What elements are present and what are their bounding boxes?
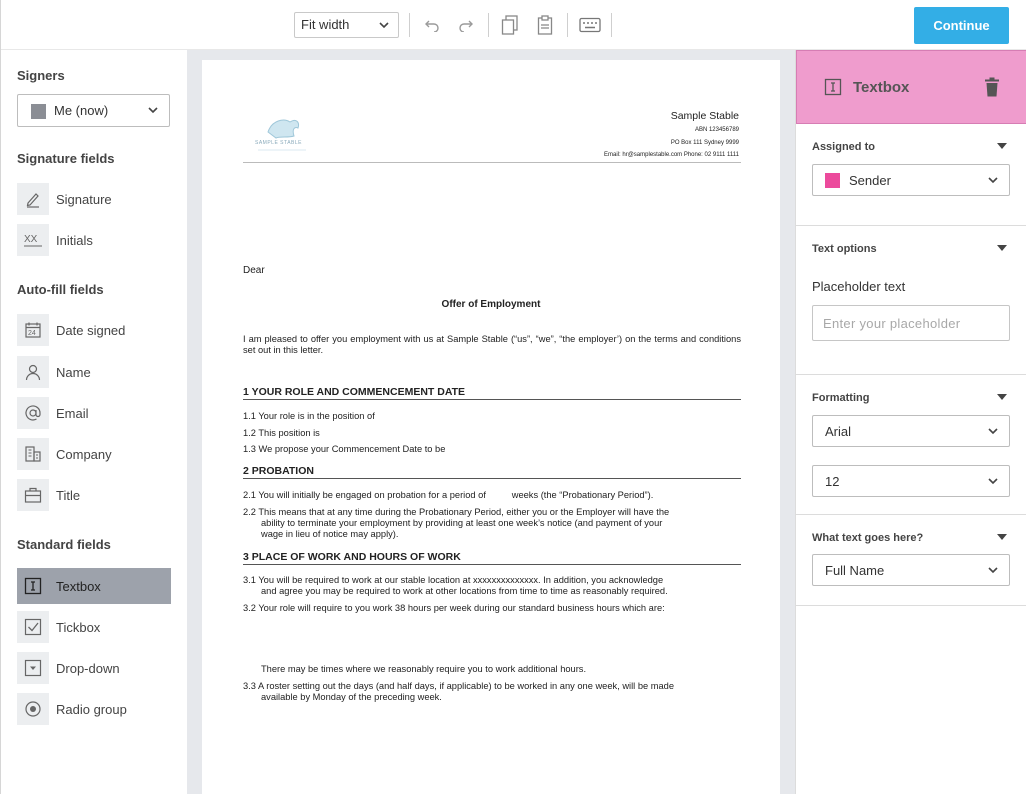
signer-value: Me (now) <box>54 103 109 118</box>
field-label: Email <box>56 405 89 421</box>
clause-2-2-line3: wage in lieu of notice may apply). <box>261 529 399 539</box>
clause-2-1: 2.1 You will initially be engaged on probation for a period of weeks (the “Probationary Period”). <box>243 490 654 500</box>
dropdown-icon <box>17 652 49 684</box>
section-3-heading: 3 PLACE OF WORK AND HOURS OF WORK <box>243 551 461 563</box>
company-contact: Email: hr@samplestable.com Phone: 02 9111 1111 <box>604 152 739 158</box>
toolbar-divider <box>567 13 568 37</box>
section-rule <box>243 564 741 565</box>
field-drop-down[interactable] <box>17 650 171 686</box>
what-text-value: Full Name <box>825 563 885 578</box>
undo-button[interactable] <box>422 14 442 36</box>
header-rule <box>243 162 741 163</box>
calendar-icon <box>17 314 49 346</box>
textbox-icon <box>824 78 842 101</box>
assigned-value: Sender <box>849 173 891 188</box>
standard-fields-title: Standard fields <box>17 537 111 552</box>
chevron-down-icon <box>987 174 999 189</box>
auto-fill-fields-title: Auto-fill fields <box>17 282 104 297</box>
section-rule <box>243 478 741 479</box>
redo-button[interactable] <box>456 14 476 36</box>
text-options-label: Text options <box>812 243 877 255</box>
text-options-section <box>796 226 1026 375</box>
field-label: Name <box>56 364 91 380</box>
panel-title: Textbox <box>853 79 910 96</box>
textbox-icon <box>17 570 49 602</box>
font-value: Arial <box>825 424 852 439</box>
additional-hours-note: There may be times where we reasonably require you to work additional hours. <box>261 664 587 674</box>
trash-icon[interactable] <box>984 77 1000 102</box>
clause-2-2-line1: 2.2 This means that at any time during the Probationary Period, either you or the Employer will have the <box>243 507 670 517</box>
briefcase-icon <box>17 479 49 511</box>
placeholder-label: Placeholder text <box>812 279 906 294</box>
clause-3-3-line1: 3.3 A roster setting out the days (and half days, if applicable) to be worked in any one week, will be made <box>243 681 675 691</box>
field-initials[interactable] <box>17 222 171 258</box>
collapse-icon[interactable] <box>997 245 1007 251</box>
chevron-down-icon <box>378 19 390 34</box>
redo-icon <box>458 18 474 32</box>
person-icon <box>17 356 49 388</box>
field-date-signed[interactable] <box>17 312 171 348</box>
letter-heading: Offer of Employment <box>441 299 541 310</box>
zoom-select[interactable] <box>294 12 399 38</box>
salutation: Dear <box>243 265 265 276</box>
toolbar-divider <box>611 13 612 37</box>
field-label: Tickbox <box>56 619 101 635</box>
placeholder-input[interactable] <box>812 305 1010 341</box>
building-icon <box>17 438 49 470</box>
field-email[interactable] <box>17 395 171 431</box>
what-text-section <box>796 515 1026 606</box>
field-label: Radio group <box>56 701 127 717</box>
field-label: Drop-down <box>56 660 120 676</box>
clause-3-1-line1: 3.1 You will be required to work at our stable location at xxxxxxxxxxxxxx. In addition, you acknowledge <box>243 575 664 585</box>
toolbar-divider <box>488 13 489 37</box>
section-rule <box>243 399 741 400</box>
field-signature[interactable] <box>17 181 171 217</box>
formatting-section <box>796 375 1026 515</box>
signer-color-swatch <box>31 104 46 119</box>
field-tickbox[interactable] <box>17 609 171 645</box>
company-logo <box>254 112 314 152</box>
font-size-select[interactable] <box>812 465 1010 497</box>
clause-1-1: 1.1 Your role is in the position of <box>243 411 375 421</box>
company-abn: ABN 123456789 <box>694 127 739 133</box>
company-name: Sample Stable <box>670 110 739 122</box>
assigned-select[interactable] <box>812 164 1010 196</box>
undo-icon <box>424 18 440 32</box>
font-select[interactable] <box>812 415 1010 447</box>
zoom-value: Fit width <box>301 17 350 32</box>
formatting-label: Formatting <box>812 392 870 404</box>
font-size-value: 12 <box>825 474 840 489</box>
assigned-label: Assigned to <box>812 141 875 153</box>
field-company[interactable] <box>17 436 171 472</box>
clause-3-1-line2: and agree you may be required to work at other locations from time to time as reasonably required. <box>261 586 668 596</box>
collapse-icon[interactable] <box>997 394 1007 400</box>
section-2-heading: 2 PROBATION <box>243 465 314 477</box>
collapse-icon[interactable] <box>997 534 1007 540</box>
keyboard-button[interactable] <box>579 14 601 36</box>
clause-1-2: 1.2 This position is <box>243 428 320 438</box>
logo-text: SAMPLE STABLE <box>255 140 302 146</box>
field-label: Signature <box>56 191 112 207</box>
toolbar <box>1 0 1026 50</box>
paste-button[interactable] <box>535 14 555 36</box>
sender-color-swatch <box>825 173 840 188</box>
field-label: Initials <box>56 232 93 248</box>
chevron-down-icon <box>987 475 999 490</box>
field-label: Company <box>56 446 112 462</box>
chevron-down-icon <box>987 564 999 579</box>
field-name[interactable] <box>17 354 171 390</box>
signature-fields-title: Signature fields <box>17 151 115 166</box>
initials-icon <box>17 224 49 256</box>
svg-text:XX: XX <box>24 234 38 245</box>
checkbox-icon <box>17 611 49 643</box>
keyboard-icon <box>579 17 601 33</box>
signer-select[interactable] <box>17 94 170 127</box>
intro-paragraph: I am pleased to offer you employment with us at Sample Stable (“us”, “we”, “the employer’) on the terms and conditions set out in this letter. <box>243 334 741 355</box>
collapse-icon[interactable] <box>997 143 1007 149</box>
panel-header <box>796 50 1026 124</box>
svg-text:24: 24 <box>28 330 36 337</box>
radio-icon <box>17 693 49 725</box>
field-properties-panel <box>795 50 1026 794</box>
chevron-down-icon <box>147 104 159 119</box>
document-viewer[interactable] <box>187 50 795 794</box>
toolbar-divider <box>409 13 410 37</box>
assigned-section <box>796 124 1026 226</box>
what-text-label: What text goes here? <box>812 532 924 544</box>
clipboard-icon <box>537 15 553 35</box>
chevron-down-icon <box>987 425 999 440</box>
what-text-select[interactable] <box>812 554 1010 586</box>
section-1-heading: 1 YOUR ROLE AND COMMENCEMENT DATE <box>243 386 466 398</box>
company-address: PO Box 111 Sydney 9999 <box>670 140 739 146</box>
clause-3-2: 3.2 Your role will require to you work 38 hours per week during our standard business hours which are: <box>243 603 665 613</box>
copy-icon <box>501 15 519 35</box>
copy-button[interactable] <box>500 14 520 36</box>
signers-title: Signers <box>17 68 65 83</box>
clause-3-3-line2: available by Monday of the preceding week. <box>261 692 442 702</box>
document-page[interactable] <box>202 60 780 794</box>
clause-1-3: 1.3 We propose your Commencement Date to be <box>243 444 446 454</box>
clause-2-2-line2: ability to terminate your employment by providing at least one week’s notice (and payment of your <box>261 518 663 528</box>
field-textbox[interactable] <box>17 568 171 604</box>
field-label: Date signed <box>56 322 126 338</box>
pen-icon <box>17 183 49 215</box>
field-radio-group[interactable] <box>17 691 171 727</box>
field-title[interactable] <box>17 477 171 513</box>
at-sign-icon <box>17 397 49 429</box>
fields-sidebar <box>1 50 187 794</box>
field-label: Title <box>56 487 81 503</box>
field-label: Textbox <box>56 578 101 594</box>
continue-button[interactable]: Continue <box>914 7 1009 44</box>
